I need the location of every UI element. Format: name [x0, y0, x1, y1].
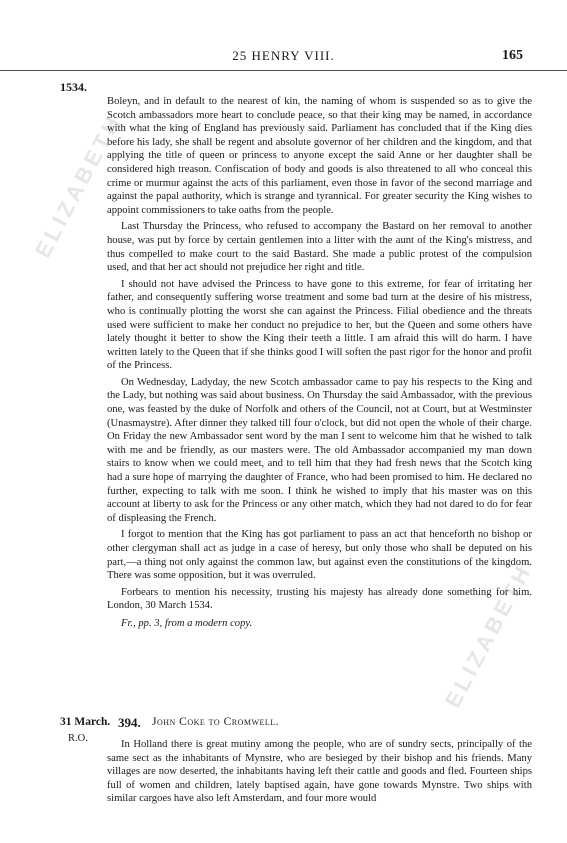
- entry-archive: R.O.: [68, 733, 88, 744]
- letter-paragraph: Forbears to mention his necessity, trusting his majesty has already done something for him. London, 30 March 1534.: [107, 586, 532, 612]
- entry-date: 31 March.: [60, 716, 111, 728]
- letter-paragraph: Boleyn, and in default to the nearest of kin, the naming of whom is suspended so as to give the Scotch ambassadors more heart to conclude peace, so that their king may be named, in accordance with what the king of England has previously said. Parliament has concluded that if the King dies before his lady, she shall be regent and absolute governor of her children and the kingdom, and that applying the title of queen or princess to anyone except the said Anne or her daughter shall be considered high treason. Confiscation of body and goods is also threatened to all who conceal this crime or murmur against the acts of this parliament, even those in favor of the second marriage and against the papal authority, which is strange and tyrannical. For greater security the King wishes to appoint commissioners to take oaths from the people.: [107, 96, 532, 216]
- page-number: 165: [502, 48, 523, 63]
- margin-year: 1534.: [60, 80, 87, 94]
- letter-paragraph: On Wednesday, Ladyday, the new Scotch ambassador came to pay his respects to the King and the Lady, but nothing was said about business. On Thursday the said Ambassador, with the previous one, was feasted by the duke of Norfolk and others of the Council, not at Court, but at Westminster (Unasmaystre). After dinner they talked till four o'clock, but did not open the whole of their charge. On Friday the new Ambassador sent word by the man I sent to welcome him that he wished to talk with me and be friendly, as our masters were. The old Ambassador accompanied my man down stairs to know when we could meet, and to tell him that they had fresh news that the Scotch king had a sure hope of marrying the daughter of France, who had been promised to him. He declared no further, expecting to talk with me soon. I think he wished to imply that his master was on this account at liberty to ask for the Princess or any other match, which they had not dared to do for fear of displeasing the French.: [107, 376, 532, 524]
- running-header: [0, 48, 567, 68]
- letter-paragraph: Last Thursday the Princess, who refused to accompany the Bastard on her removal to another house, was put by force by certain gentlemen into a litter with the aunt of the King's mistress, and thus compelled to make court to the said Bastard. She made a public protest of the compulsion used, and that her act should not prejudice her right and title.: [107, 221, 532, 274]
- entry-number: 394.: [118, 715, 141, 730]
- watermark: ELIZABETH: [30, 109, 127, 262]
- running-title: 25 HENRY VIII.: [232, 48, 335, 63]
- source-note: Fr., pp. 3, from a modern copy.: [121, 617, 253, 629]
- entry-title: John Coke to Cromwell.: [152, 716, 280, 728]
- letter-paragraph: I should not have advised the Princess to have gone to this extreme, for fear of irritating her father, and consequently suffering worse treatment and some bad turn at the desire of his mistress, who is continually plotting the worst she can against the Princess. Filial obedience and the threats used were sufficient to make her conduct no prejudice to her, but the Queen and some others have lately thought it better to show the King their teeth a little. I am afraid this will do harm. I have written lately to the Queen that if she thinks good I will soften the past rigor for the honor and profit of the Princess.: [107, 278, 532, 372]
- header-rule: [0, 70, 567, 71]
- entry-paragraph: In Holland there is great mutiny among the people, who are of sundry sects, principally of the same sect as the inhabitants of Mynstre, who are besieged by their bishop and his friends. Many villages are now deserted, the inhabitants having left their cattle and goods and fled. Fourteen ships full of women and children, lately baptised again, have gone towards Mynstre. Two ships with similar cargoes have also left Amsterdam, and four more would: [107, 739, 532, 805]
- watermark: ELIZABETH: [440, 559, 537, 712]
- letter-body: [107, 95, 532, 634]
- entry-body: [107, 738, 532, 806]
- letter-paragraph: I forgot to mention that the King has got parliament to pass an act that henceforth no bishop or other clergyman shall act as judge in a case of heresy, but only those who shall be deputed on his part,—a thing not only against the common law, but against even the constitutions of the kingdom. There was some opposition, but it was overruled.: [107, 529, 532, 582]
